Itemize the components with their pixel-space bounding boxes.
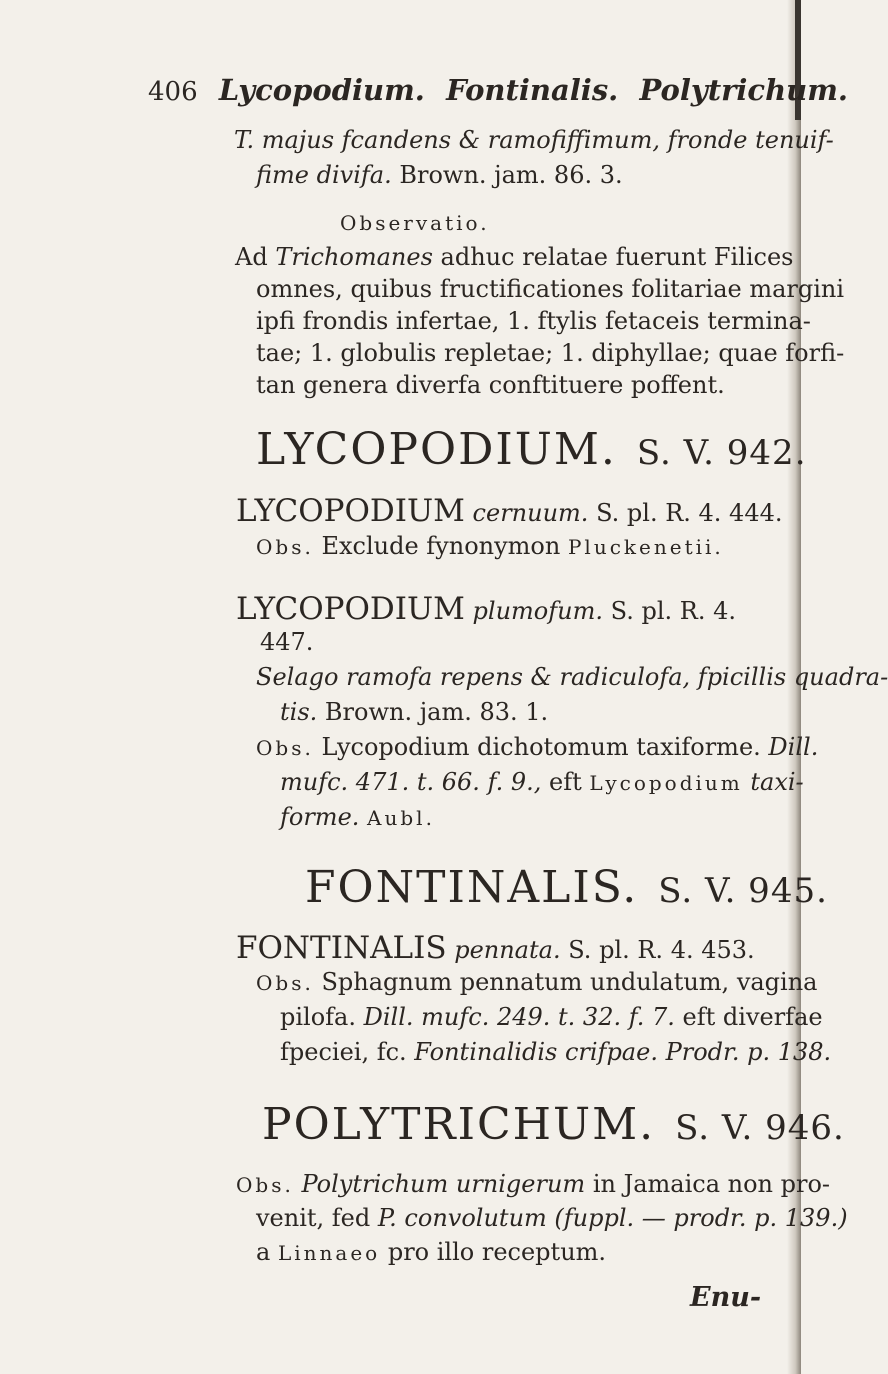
entry-t-majus-line-1: T. majus fcandens & ramofiffimum, fronde tenuif-	[234, 126, 834, 154]
fontinalis-pennata-obs-3: fpeciei, fc. Fontinalidis crifpae. Prodr. p. 138.	[280, 1038, 832, 1066]
polytrichum-obs-1: Obs. Polytrichum urnigerum in Jamaica non pro-	[236, 1170, 831, 1198]
polytrichum-obs-2: venit, fed P. convolutum (fuppl. — prodr. p. 139.)	[256, 1204, 848, 1232]
header-title-fontinalis: Fontinalis.	[446, 73, 619, 107]
entry-t-majus-line-2: fime divifa. Brown. jam. 86. 3.	[256, 161, 623, 189]
lycopodium-plumofum-desc-2: tis. Brown. jam. 83. 1.	[280, 698, 549, 726]
page-number: 406	[148, 77, 198, 107]
running-header	[148, 73, 849, 107]
lycopodium-plumofum-obs-3: forme. Aubl.	[280, 803, 435, 831]
observatio-line-4: tae; 1. globulis repletae; 1. diphyllae; quae forfi-	[256, 339, 845, 367]
observatio-line-3: ipfi frondis infertae, 1. ftylis fetaceis termina-	[256, 307, 811, 335]
lycopodium-plumofum-ref-cont: 447.	[260, 628, 314, 656]
fontinalis-pennata-obs-2: pilofa. Dill. mufc. 249. t. 32. f. 7. eft diverfae	[280, 1003, 823, 1031]
lycopodium-cernuum-entry: LYCOPODIUM cernuum. S. pl. R. 4. 444.	[236, 493, 783, 529]
observatio-line-5: tan genera diverfa conftituere poffent.	[256, 371, 725, 399]
catchword: Enu-	[690, 1282, 762, 1313]
header-title-polytrichum: Polytrichum.	[639, 73, 849, 107]
lycopodium-plumofum-desc-1: Selago ramofa repens & radiculofa, fpicillis quadra-	[256, 663, 888, 691]
observatio-line-1: Ad Trichomanes adhuc relatae fuerunt Filices	[235, 243, 794, 271]
lycopodium-heading: LYCOPODIUM. S. V. 942.	[256, 424, 807, 475]
lycopodium-plumofum-obs-1: Obs. Lycopodium dichotomum taxiforme. Dill.	[256, 733, 819, 761]
lycopodium-plumofum-obs-2: mufc. 471. t. 66. f. 9., eft Lycopodium taxi-	[280, 768, 804, 796]
lycopodium-plumofum-entry: LYCOPODIUM plumofum. S. pl. R. 4.	[236, 591, 736, 627]
fontinalis-heading: FONTINALIS. S. V. 945.	[305, 862, 828, 913]
header-title-lycopodium: Lycopodium.	[218, 73, 425, 107]
fontinalis-pennata-obs-1: Obs. Sphagnum pennatum undulatum, vagina	[256, 968, 818, 996]
lycopodium-cernuum-obs: Obs. Exclude fynonymon Pluckenetii.	[256, 532, 724, 560]
fontinalis-pennata-entry: FONTINALIS pennata. S. pl. R. 4. 453.	[236, 930, 755, 966]
observatio-heading: Observatio.	[340, 211, 490, 235]
polytrichum-heading: POLYTRICHUM. S. V. 946.	[262, 1099, 845, 1150]
polytrichum-obs-3: a Linnaeo pro illo receptum.	[256, 1238, 607, 1266]
observatio-line-2: omnes, quibus fructificationes folitariae margini	[256, 275, 845, 303]
